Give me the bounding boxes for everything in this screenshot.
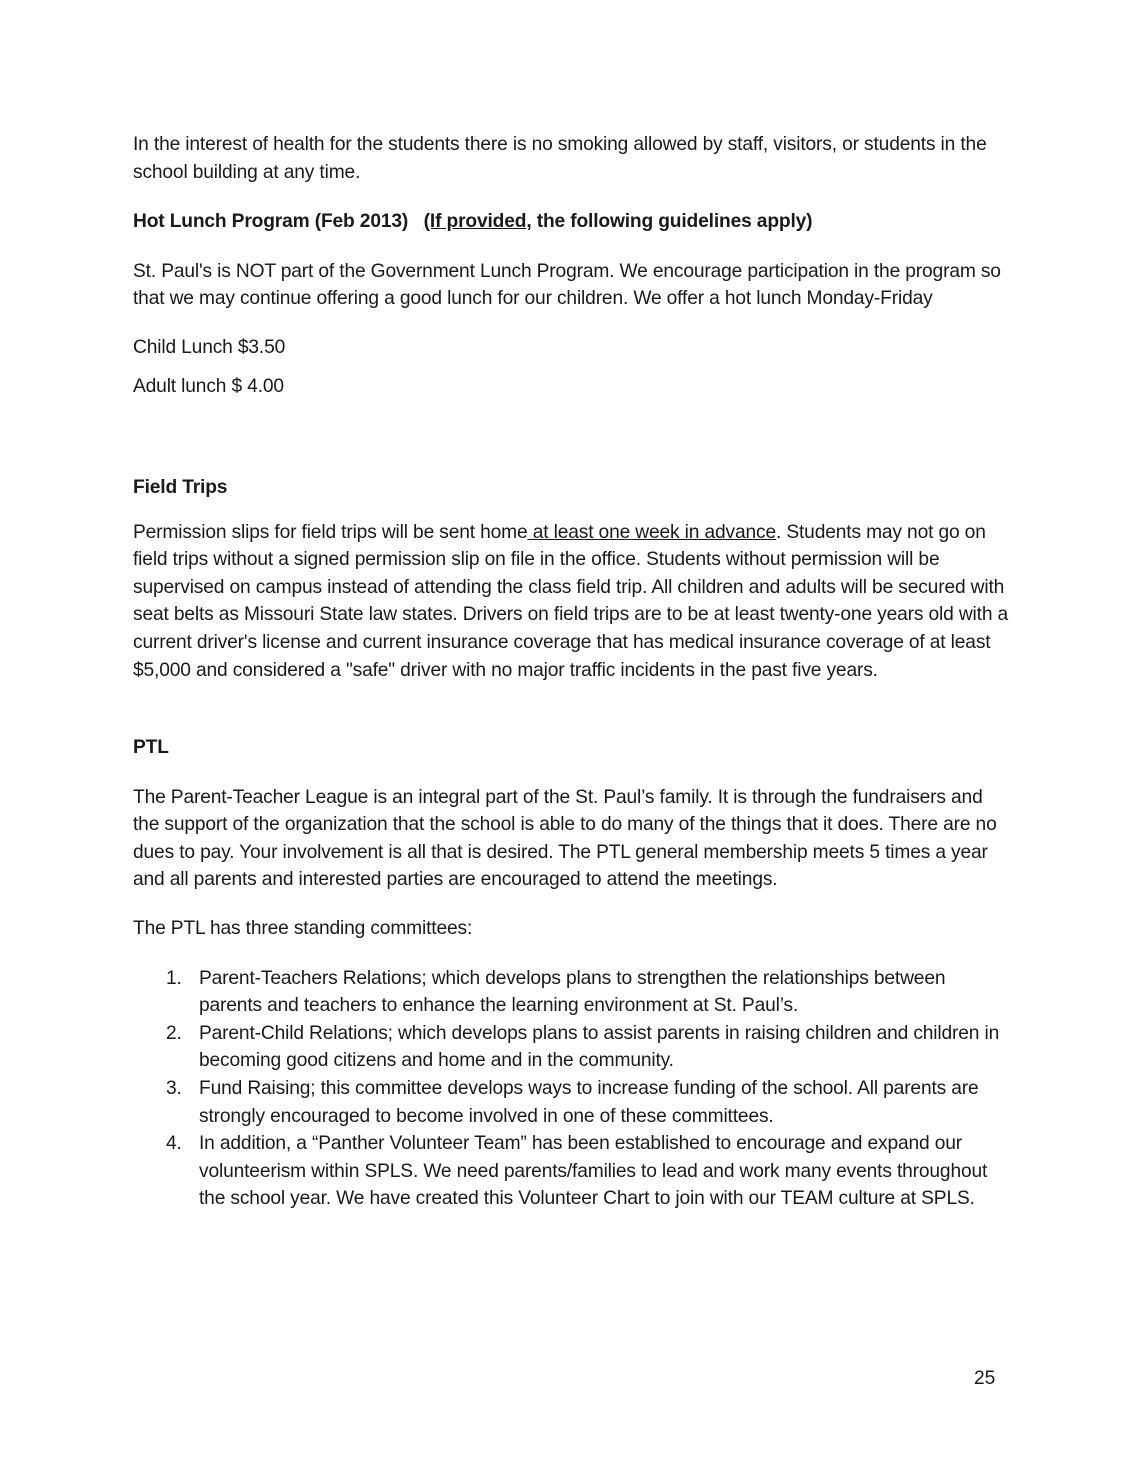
hot-lunch-heading	[133, 208, 1013, 236]
intro-section	[133, 131, 1013, 186]
ptl-heading: PTL	[133, 737, 169, 758]
field-trips-section	[133, 474, 1013, 684]
field-trips-body-underlined: at least one week in advance	[527, 521, 776, 543]
committee-item	[133, 965, 1013, 1020]
field-trips-body-start: Permission slips for field trips will be sent home	[133, 521, 528, 543]
list-number: 3.	[166, 1077, 182, 1099]
committee-text: Parent-Child Relations; which develops plans to assist parents in raising children and children in becoming good citizens and home and in the community.	[199, 1022, 1000, 1072]
committees-list	[133, 965, 1013, 1213]
child-lunch-price: Child Lunch $3.50	[133, 336, 286, 358]
hot-lunch-heading-main: Hot Lunch Program (Feb 2013)	[133, 211, 409, 232]
field-trips-body-end: . Students may not go on field trips without a signed permission slip on file in the office. Students without permission will be supervised on campus instead of attending the class field trip. All children and adults will be secured with seat belts as Missouri State law states. Drivers on field trips are to be at least twenty-one years old with a current driver's license and current insurance coverage that has medical insurance coverage of at least $5,000 and considered a "safe" driver with no major traffic incidents in the past five years.	[133, 521, 1009, 681]
no-smoking-paragraph: In the interest of health for the students there is no smoking allowed by staff, visitors, or students in the school building at any time.	[133, 134, 987, 183]
committee-text: Fund Raising; this committee develops ways to increase funding of the school. All parents are strongly encouraged to become involved in one of these committees.	[199, 1077, 979, 1127]
committee-item	[133, 1130, 1013, 1213]
hot-lunch-heading-rest: , the following guidelines apply)	[526, 211, 813, 232]
list-number: 2.	[166, 1022, 182, 1044]
ptl-body: The Parent-Teacher League is an integral part of the St. Paul’s family. It is through the fundraisers and the support of the organization that the school is able to do many of the things that it does. There are no dues to pay. Your involvement is all that is desired. The PTL general membership meets 5 times a year and all parents and interested parties are encouraged to attend the meetings.	[133, 786, 997, 891]
ptl-committees-intro: The PTL has three standing committees:	[133, 917, 473, 939]
hot-lunch-heading-underlined: (If provided	[423, 211, 527, 232]
list-number: 1.	[166, 967, 182, 989]
committee-text: In addition, a “Panther Volunteer Team” has been established to encourage and expand our volunteerism within SPLS. We need parents/families to lead and work many events throughout the school year. We have created this Volunteer Chart to join with our TEAM culture at SPLS.	[199, 1133, 988, 1210]
field-trips-body	[133, 519, 1013, 685]
committee-item	[133, 1075, 1013, 1130]
adult-lunch-price: Adult lunch $ 4.00	[133, 376, 284, 398]
hot-lunch-body: St. Paul's is NOT part of the Government Lunch Program. We encourage participation in the program so that we may continue offering a good lunch for our children. We offer a hot lunch Monday-Friday	[133, 260, 1001, 310]
committee-text: Parent-Teachers Relations; which develops plans to strengthen the relationships between parents and teachers to enhance the learning environment at St. Paul’s.	[199, 967, 946, 1017]
ptl-section	[133, 734, 1013, 1213]
list-number: 4.	[166, 1133, 182, 1155]
field-trips-heading: Field Trips	[133, 477, 228, 498]
page-number: 25	[974, 1368, 996, 1389]
hot-lunch-section	[133, 208, 1013, 401]
committee-item	[133, 1020, 1013, 1075]
